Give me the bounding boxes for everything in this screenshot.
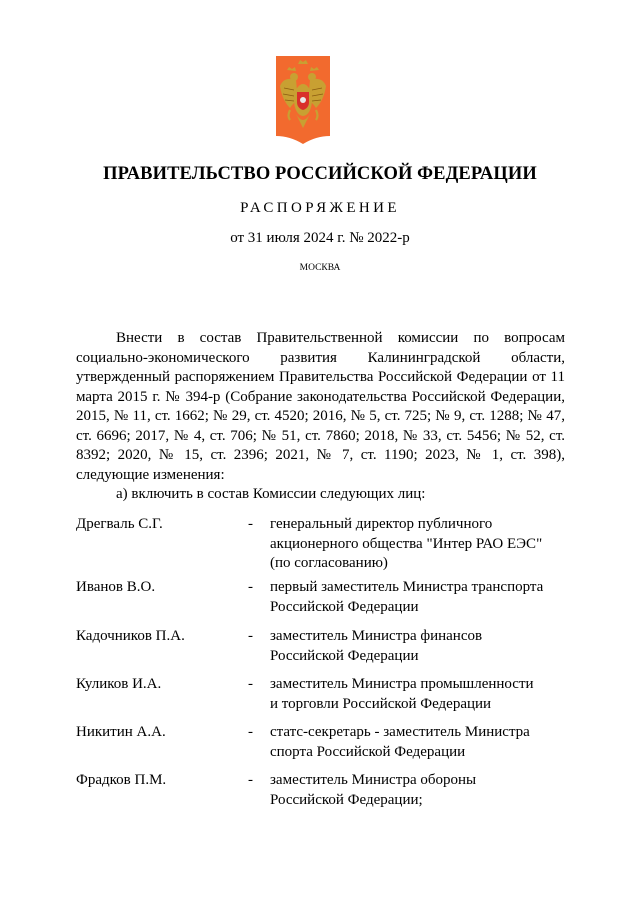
person-dash: - xyxy=(248,628,253,644)
role-line: (по согласованию) xyxy=(270,555,388,571)
role-line: заместитель Министра финансов xyxy=(270,628,483,644)
document-body xyxy=(76,329,565,505)
person-role xyxy=(270,515,570,574)
person-role xyxy=(270,675,570,714)
person-dash: - xyxy=(248,724,253,740)
role-line: заместитель Министра обороны xyxy=(270,772,477,788)
person-name: Фрадков П.М. xyxy=(76,772,167,788)
document-date: от 31 июля 2024 г. № 2022-р xyxy=(230,230,410,246)
person-role xyxy=(270,771,570,810)
person-dash: - xyxy=(248,772,253,788)
russian-coat-of-arms-icon xyxy=(276,56,330,144)
role-line: первый заместитель Министра транспорта xyxy=(270,579,544,595)
document-city: МОСКВА xyxy=(299,263,341,273)
document-type: РАСПОРЯЖЕНИЕ xyxy=(240,200,400,216)
person-dash: - xyxy=(248,516,253,532)
person-name: Куликов И.А. xyxy=(76,676,162,692)
person-dash: - xyxy=(248,676,253,692)
role-line: Российской Федерации xyxy=(270,598,419,615)
main-paragraph: Внести в состав Правительственной комиссии по вопросам социально-экономического развития Калининградской области, утвержденный распоряжением Правительства Российской Федерации от 11 марта 2015 г. № 394-р (Собрание законодательства Российской Федерации, 2015, № 11, ст. 1662; № 29, ст. 4520; 2016, № 5, ст. 725; № 9, ст. 1288; № 47, ст. 6696; 2017, № 4, ст. 706; № 51, ст. 7860; 2018, № 33, ст. 5456; № 52, ст. 8392; 2020, № 15, ст. 2396; 2021, № 7, ст. 1190; 2023, № 1, ст. 398), следующие изменения: xyxy=(76,330,565,483)
person-name: Иванов В.О. xyxy=(76,579,156,595)
item-a: а) включить в состав Комиссии следующих лиц: xyxy=(116,486,426,502)
role-line: заместитель Министра промышленности xyxy=(270,676,534,692)
person-name: Дрегваль С.Г. xyxy=(76,516,163,532)
role-line: Российской Федерации; xyxy=(270,791,423,808)
role-line: генеральный директор публичного xyxy=(270,516,493,532)
role-line: статс-секретарь - заместитель Министра xyxy=(270,724,530,740)
person-role xyxy=(270,627,570,666)
person-role xyxy=(270,578,570,617)
person-role xyxy=(270,723,570,762)
role-line: акционерного общества "Интер РАО ЕЭС" xyxy=(270,535,543,552)
role-line: и торговли Российской Федерации xyxy=(270,695,492,712)
person-name: Кадочников П.А. xyxy=(76,628,185,644)
government-title: ПРАВИТЕЛЬСТВО РОССИЙСКОЙ ФЕДЕРАЦИИ xyxy=(103,164,537,184)
role-line: Российской Федерации xyxy=(270,647,419,664)
emblem xyxy=(276,56,330,144)
person-dash: - xyxy=(248,579,253,595)
role-line: спорта Российской Федерации xyxy=(270,743,466,760)
person-name: Никитин А.А. xyxy=(76,724,166,740)
